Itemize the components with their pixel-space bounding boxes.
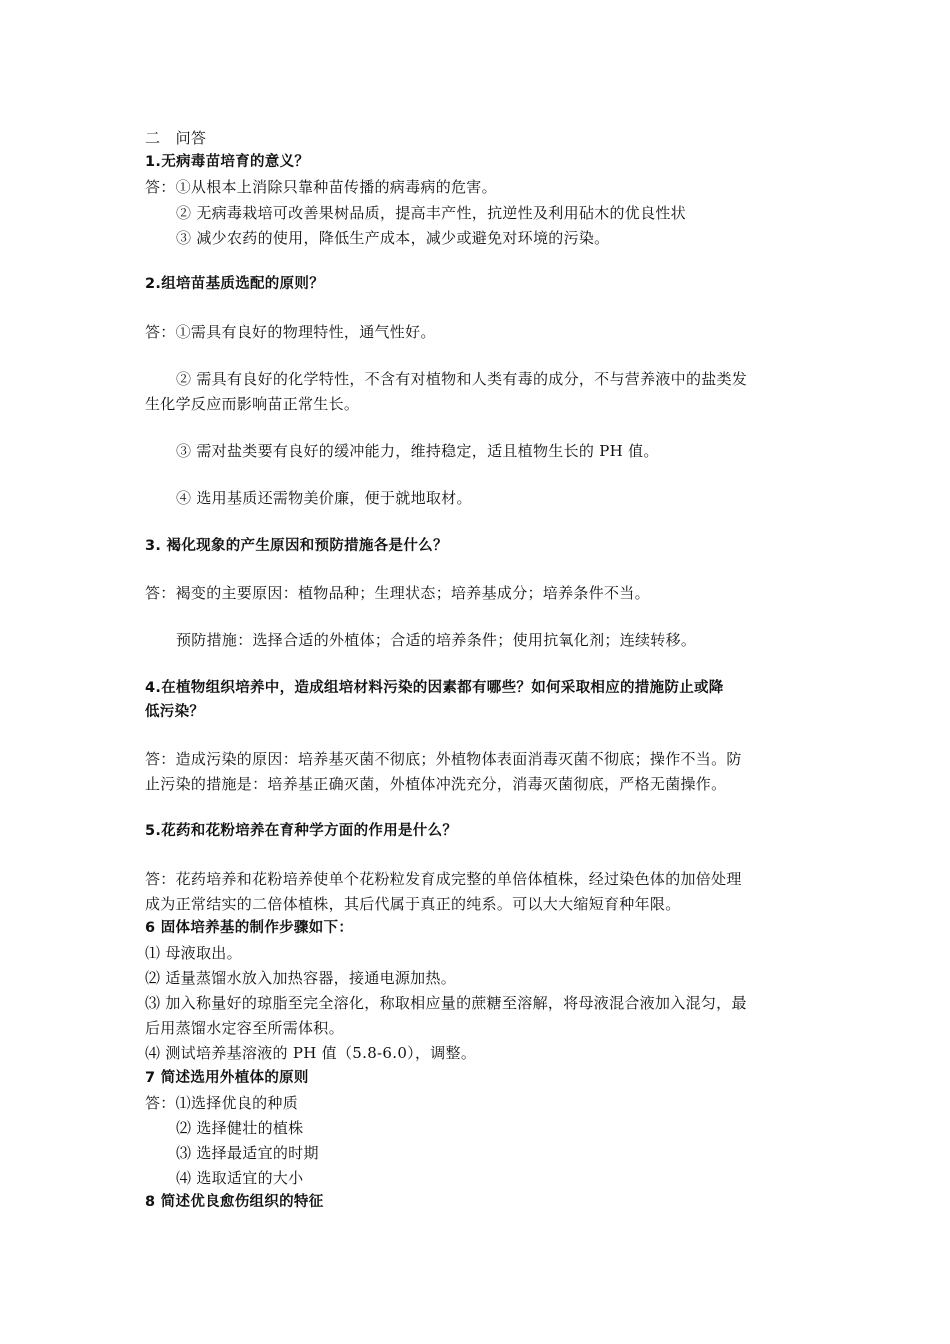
answer-1-line-2: ② 无病毒栽培可改善果树品质，提高丰产性，抗逆性及利用砧木的优良性状 <box>176 204 686 222</box>
answer-4-line-2: 止污染的措施是：培养基正确灭菌，外植体冲洗充分，消毒灭菌彻底，严格无菌操作。 <box>145 775 727 793</box>
answer-7-line-3: ⑶ 选择最适宜的时期 <box>176 1144 319 1162</box>
answer-1-line-1: 答：①从根本上消除只靠种苗传播的病毒病的危害。 <box>145 178 497 196</box>
question-1-title: 1.无病毒苗培育的意义？ <box>145 154 310 170</box>
answer-5-line-1: 答：花药培养和花粉培养使单个花粉粒发育成完整的单倍体植株，经过染色体的加倍处理 <box>145 870 742 888</box>
question-7-title: 7 简述选用外植体的原则 <box>145 1070 309 1086</box>
answer-4-line-1: 答：造成污染的原因：培养基灭菌不彻底；外植物体表面消毒灭菌不彻底；操作不当。防 <box>145 750 742 768</box>
answer-7-line-4: ⑷ 选取适宜的大小 <box>176 1169 304 1187</box>
answer-7-line-1: 答：⑴选择优良的种质 <box>145 1094 299 1112</box>
step-6-3: ⑶ 加入称量好的琼脂至完全溶化，称取相应量的蔗糖至溶解，将母液混合液加入混匀，最 <box>145 994 747 1012</box>
question-5-title: 5.花药和花粉培养在育种学方面的作用是什么？ <box>145 823 458 839</box>
answer-2-line-2-cont: 生化学反应而影响苗正常生长。 <box>145 395 360 413</box>
step-6-2: ⑵ 适量蒸馏水放入加热容器，接通电源加热。 <box>145 969 457 987</box>
answer-2-line-3: ③ 需对盐类要有良好的缓冲能力，维持稳定，适且植物生长的 PH 值。 <box>176 442 659 460</box>
answer-2-line-1: 答：①需具有良好的物理特性，通气性好。 <box>145 323 436 341</box>
question-8-title: 8 简述优良愈伤组织的特征 <box>145 1194 324 1210</box>
answer-2-line-4: ④ 选用基质还需物美价廉，便于就地取材。 <box>176 489 472 507</box>
answer-5-line-2: 成为正常结实的二倍体植株，其后代属于真正的纯系。可以大大缩短育种年限。 <box>145 895 681 913</box>
answer-2-line-2: ② 需具有良好的化学特性，不含有对植物和人类有毒的成分，不与营养液中的盐类发 <box>176 370 748 388</box>
question-6-title: 6 固体培养基的制作步骤如下： <box>145 920 354 936</box>
answer-1-line-3: ③ 减少农药的使用，降低生产成本，减少或避免对环境的污染。 <box>176 229 610 247</box>
step-6-1: ⑴ 母液取出。 <box>145 944 242 962</box>
answer-7-line-2: ⑵ 选择健壮的植株 <box>176 1119 304 1137</box>
step-6-3-cont: 后用蒸馏水定容至所需体积。 <box>145 1019 344 1037</box>
question-4-title-line-2: 低污染？ <box>145 704 205 720</box>
section-heading: 二 问答 <box>145 129 207 147</box>
answer-3-line-2: 预防措施：选择合适的外植体；合适的培养条件；使用抗氧化剂；连续转移。 <box>176 631 697 649</box>
question-4-title-line-1: 4.在植物组织培养中，造成组培材料污染的因素都有哪些？如何采取相应的措施防止或降 <box>145 680 724 696</box>
answer-3-line-1: 答：褐变的主要原因：植物品种；生理状态；培养基成分；培养条件不当。 <box>145 584 650 602</box>
question-2-title: 2.组培苗基质选配的原则？ <box>145 276 324 292</box>
question-3-title: 3. 褐化现象的产生原因和预防措施各是什么？ <box>145 538 448 554</box>
step-6-4: ⑷ 测试培养基溶液的 PH 值（5.8-6.0），调整。 <box>145 1044 477 1062</box>
